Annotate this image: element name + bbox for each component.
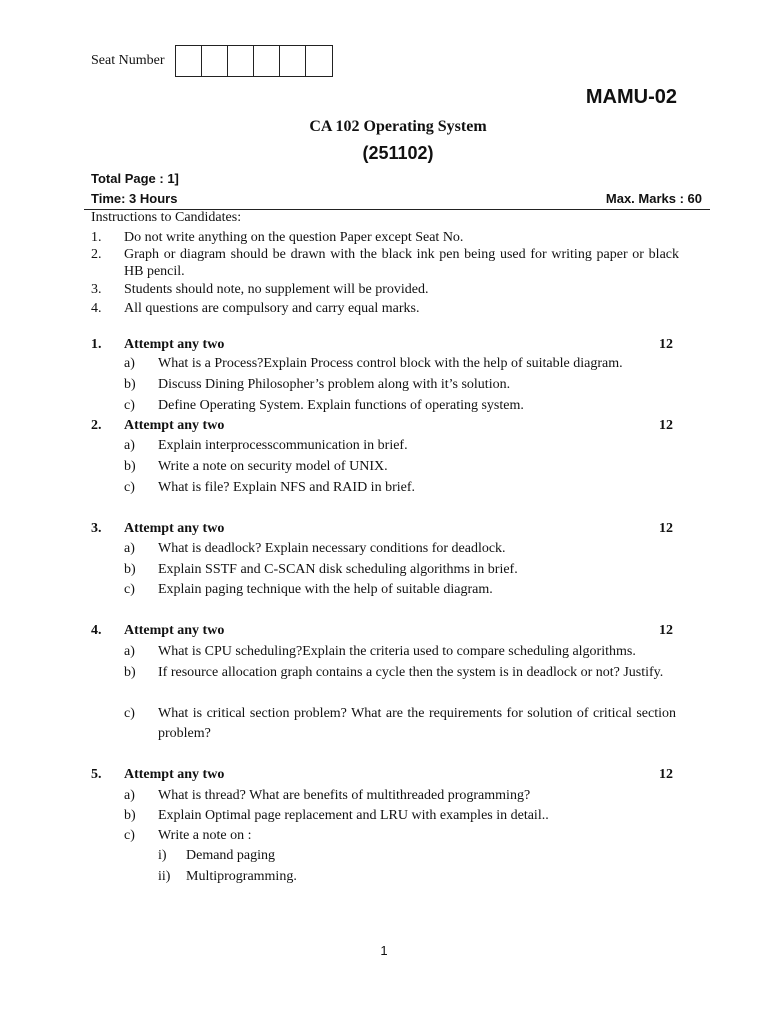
part-text: What is CPU scheduling?Explain the criteria used to compare scheduling algorithms. (158, 644, 636, 659)
seat-box (202, 46, 228, 76)
seat-box (280, 46, 306, 76)
instruction-text: Graph or diagram should be drawn with the black ink pen being used for writing paper or black HB pencil. (124, 247, 679, 279)
seat-number-label: Seat Number (91, 53, 165, 68)
question-number: 1. (91, 337, 102, 352)
part-text: What is critical section problem? What are the requirements for solution of critical section problem? (158, 706, 676, 741)
part-label: b) (124, 665, 136, 680)
instruction-text: Students should note, no supplement will be provided. (124, 282, 429, 297)
instruction-text: All questions are compulsory and carry equal marks. (124, 301, 420, 316)
question-marks: 12 (659, 337, 673, 352)
part-text: Define Operating System. Explain functions of operating system. (158, 398, 524, 413)
question-marks: 12 (659, 767, 673, 782)
part-label: a) (124, 788, 135, 803)
question-number: 4. (91, 623, 102, 638)
question-marks: 12 (659, 418, 673, 433)
question-marks: 12 (659, 521, 673, 536)
page-number: 1 (380, 943, 388, 958)
instruction-number: 1. (91, 230, 102, 245)
question-number: 2. (91, 418, 102, 433)
part-text: Explain interprocesscommunication in brief. (158, 438, 408, 453)
question-title: Attempt any two (124, 623, 225, 638)
question-title: Attempt any two (124, 337, 225, 352)
part-text: Write a note on security model of UNIX. (158, 459, 388, 474)
exam-time: Time: 3 Hours (91, 191, 178, 206)
instruction-text: Do not write anything on the question Paper except Seat No. (124, 230, 464, 245)
part-label: c) (124, 828, 135, 843)
subpart-label: i) (158, 848, 167, 863)
question-title: Attempt any two (124, 767, 225, 782)
part-text: What is file? Explain NFS and RAID in brief. (158, 480, 416, 495)
question-number: 5. (91, 767, 102, 782)
part-text: Explain SSTF and C-SCAN disk scheduling algorithms in brief. (158, 562, 518, 577)
part-text: Explain Optimal page replacement and LRU with examples in detail.. (158, 808, 549, 823)
part-label: a) (124, 356, 135, 371)
seat-box (228, 46, 254, 76)
instructions-heading: Instructions to Candidates: (91, 210, 242, 225)
part-text: What is thread? What are benefits of multithreaded programming? (158, 788, 531, 803)
subpart-text: Multiprogramming. (186, 869, 297, 884)
part-text: If resource allocation graph contains a cycle then the system is in deadlock or not? Justify. (158, 665, 664, 680)
seat-box (306, 46, 332, 76)
part-label: b) (124, 808, 136, 823)
instruction-number: 3. (91, 282, 102, 297)
paper-code: MAMU-02 (585, 86, 677, 108)
question-number: 3. (91, 521, 102, 536)
part-text: Explain paging technique with the help of suitable diagram. (158, 582, 493, 597)
question-title: Attempt any two (124, 521, 225, 536)
part-label: c) (124, 398, 135, 413)
instruction-number: 2. (91, 247, 102, 262)
part-label: a) (124, 541, 135, 556)
part-text: What is deadlock? Explain necessary conditions for deadlock. (158, 541, 506, 556)
course-title: CA 102 Operating System (309, 118, 487, 135)
part-label: b) (124, 459, 136, 474)
part-label: b) (124, 562, 136, 577)
subpart-label: ii) (158, 869, 171, 884)
part-label: c) (124, 582, 135, 597)
part-label: a) (124, 438, 135, 453)
seat-box (176, 46, 202, 76)
part-text: Discuss Dining Philosopher’s problem along with it’s solution. (158, 377, 511, 392)
subpart-text: Demand paging (186, 848, 276, 863)
total-page: Total Page : 1] (91, 171, 179, 186)
part-label: c) (124, 480, 135, 495)
course-code: (251102) (362, 143, 434, 163)
question-marks: 12 (659, 623, 673, 638)
part-text: Write a note on : (158, 828, 252, 843)
max-marks: Max. Marks : 60 (605, 191, 702, 206)
seat-number-boxes (175, 45, 333, 77)
question-title: Attempt any two (124, 418, 225, 433)
instruction-number: 4. (91, 301, 102, 316)
part-label: c) (124, 706, 135, 721)
part-label: a) (124, 644, 135, 659)
seat-box (254, 46, 280, 76)
part-label: b) (124, 377, 136, 392)
part-text: What is a Process?Explain Process control block with the help of suitable diagram. (158, 356, 623, 371)
